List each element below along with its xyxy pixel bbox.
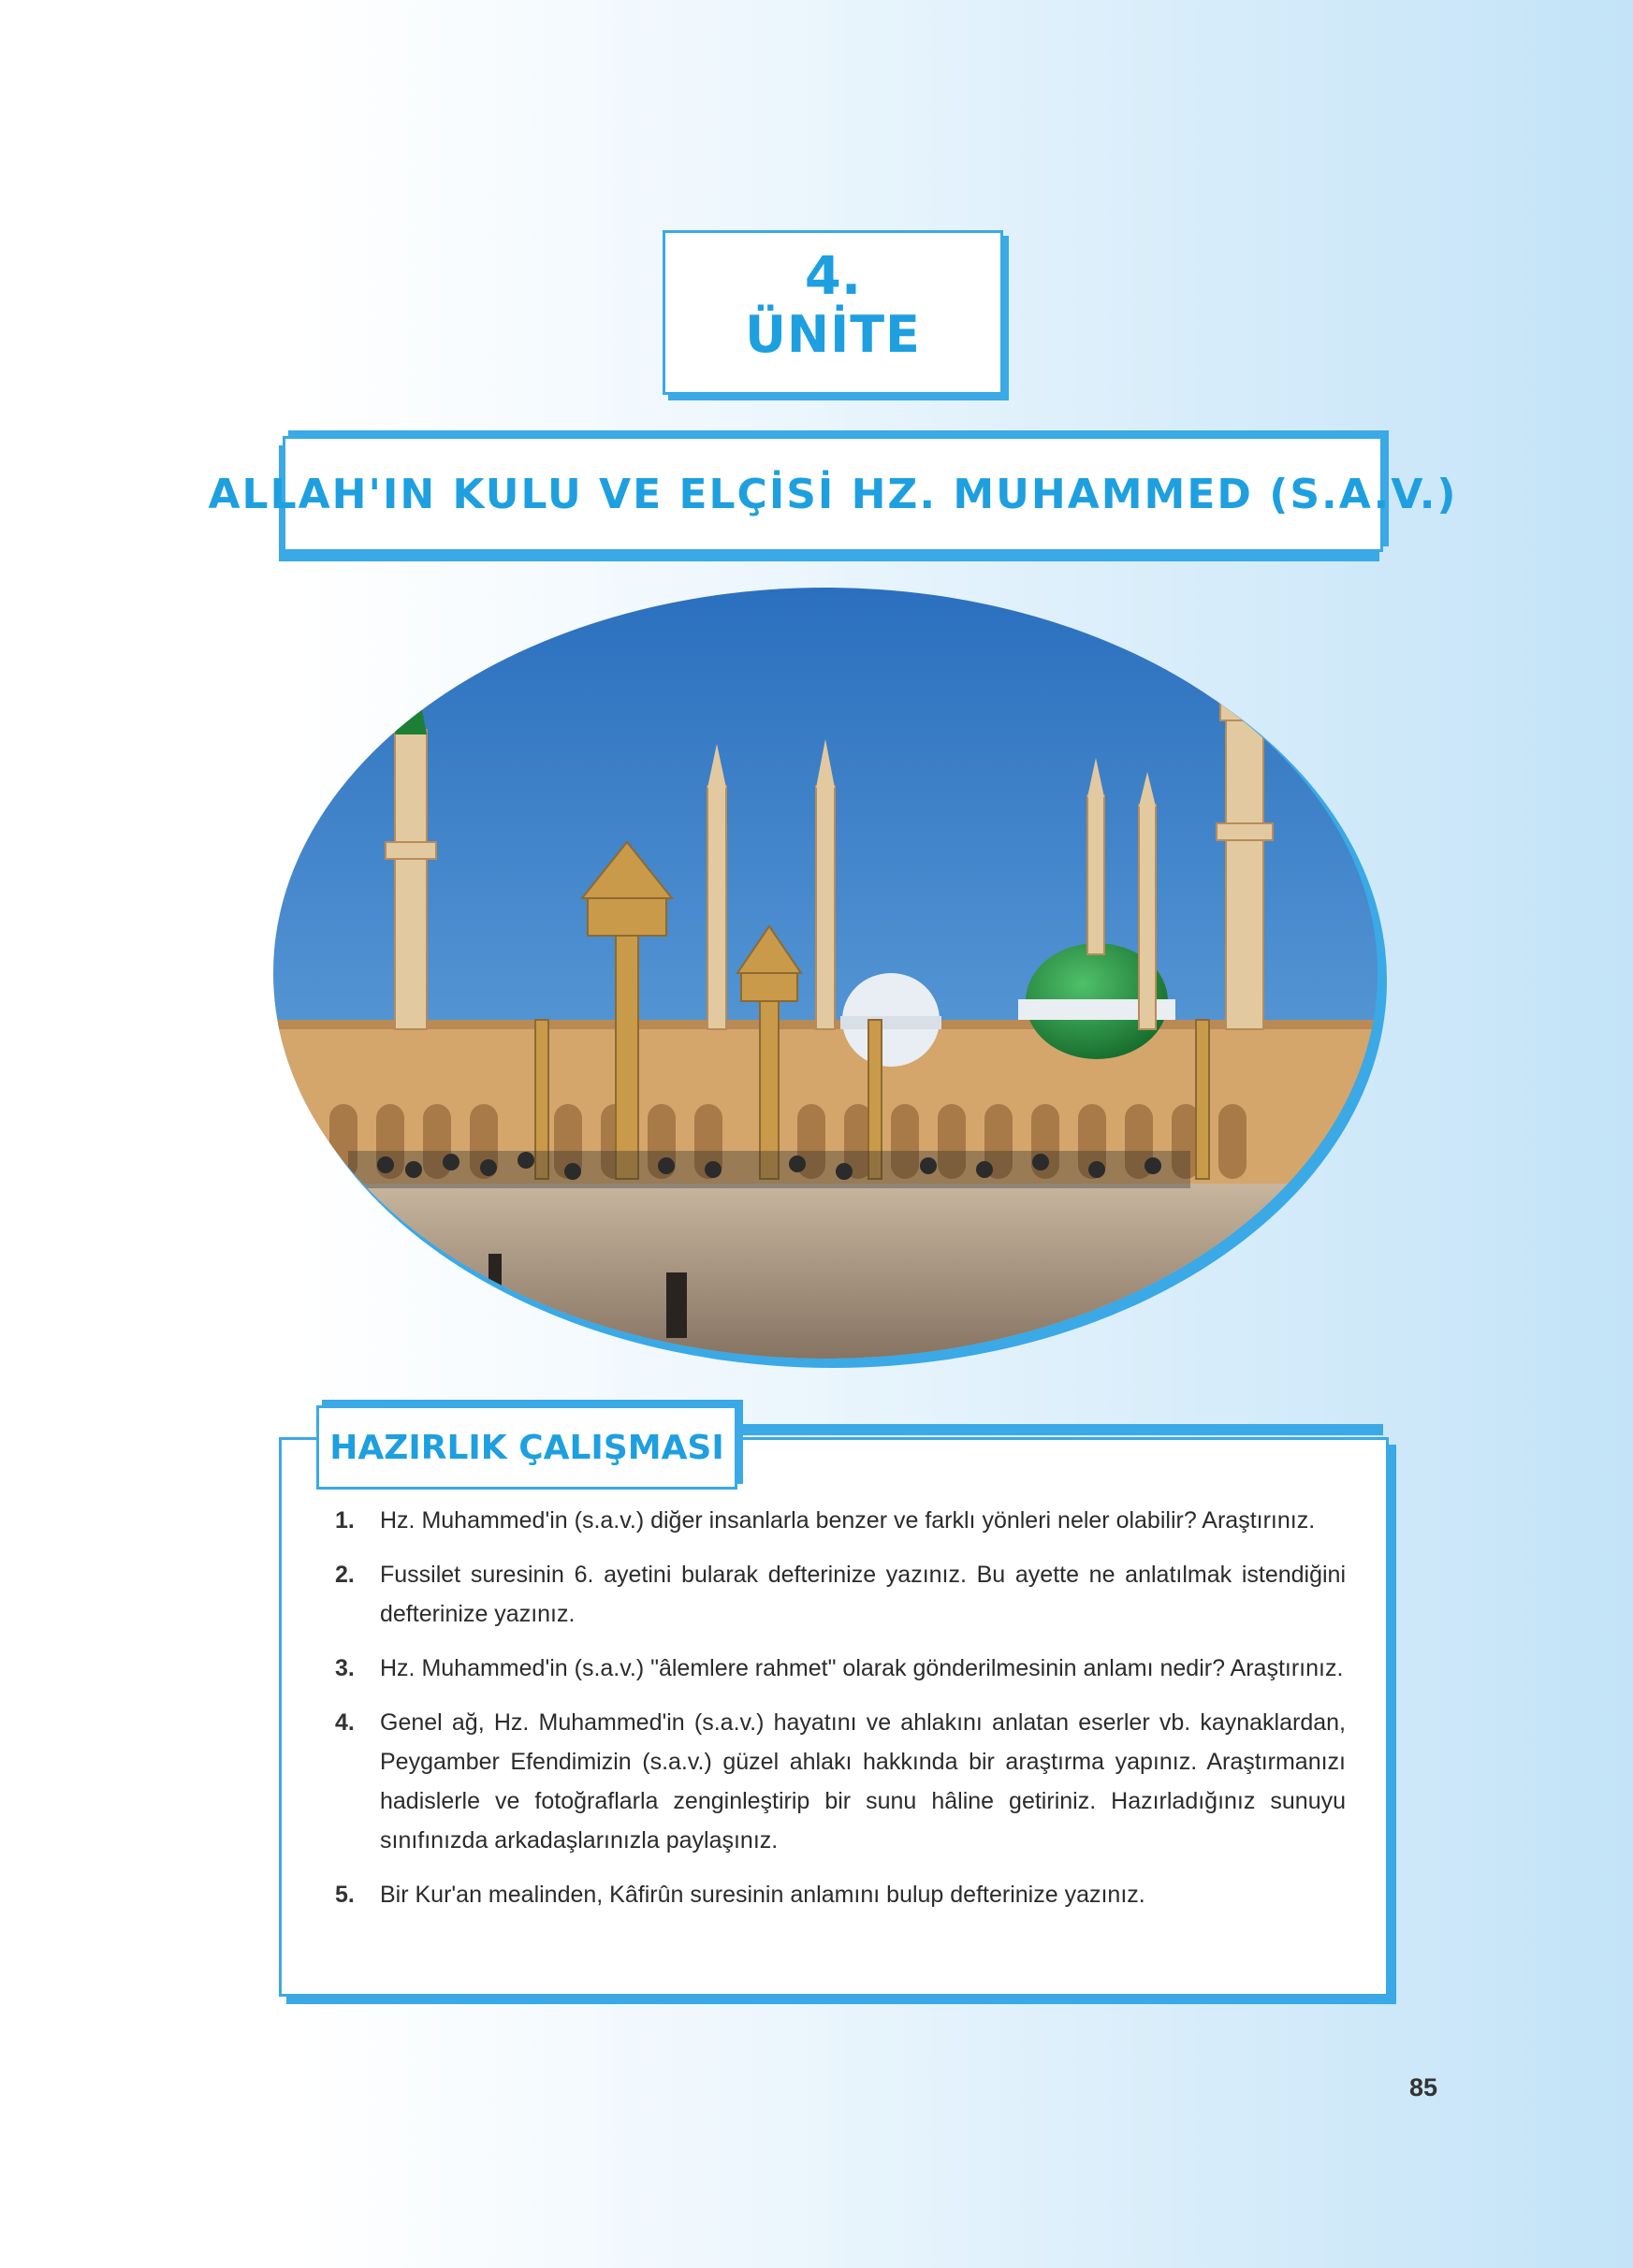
box-accent-bar	[721, 1424, 1383, 1435]
item-text: Hz. Muhammed'in (s.a.v.) "âlemlere rahmet" olarak gönderilmesinin anlamı nedir? Araştırınız.	[380, 1655, 1344, 1681]
item-number: 2.	[335, 1562, 355, 1588]
list-item	[335, 1703, 1346, 1860]
item-text: Genel ağ, Hz. Muhammed'in (s.a.v.) hayatını ve ahlakını anlatan eserler vb. kaynaklardan, Peygamber Efendimizin (s.a.v.) güzel ahlakı hakkında bir araştırma yapınız. Araştırmanızı hadislerle ve fotoğraflarla zenginleştirip bir sunu hâline getiriniz. Hazırladığınız sunuyu sınıfınızda arkadaşlarınızla paylaşınız.	[380, 1709, 1346, 1854]
unit-word: ÜNİTE	[745, 305, 921, 364]
list-item	[335, 1555, 1346, 1634]
unit-title-box	[208, 436, 1458, 552]
item-text: Bir Kur'an mealinden, Kâfirûn suresinin anlamını bulup defterinize yazınız.	[380, 1882, 1145, 1908]
item-number: 3.	[335, 1655, 355, 1681]
unit-number: 4.	[804, 246, 862, 307]
preparation-list	[335, 1501, 1346, 1929]
mosque-photo	[273, 580, 1387, 1385]
list-item	[335, 1501, 1346, 1540]
list-item	[335, 1649, 1346, 1688]
item-number: 4.	[335, 1709, 355, 1736]
item-text: Fussilet suresinin 6. ayetini bularak defterinize yazınız. Bu ayette ne anlatılmak istendiğini defterinize yazınız.	[380, 1562, 1346, 1627]
preparation-heading: HAZIRLIK ÇALIŞMASI	[329, 1428, 724, 1467]
item-number: 5.	[335, 1882, 355, 1908]
page-number: 85	[1408, 2073, 1437, 2101]
item-text: Hz. Muhammed'in (s.a.v.) diğer insanlarla benzer ve farklı yönleri neler olabilir? Araştırınız.	[380, 1507, 1316, 1534]
list-item	[335, 1875, 1346, 1914]
unit-title: ALLAH'IN KULU VE ELÇİSİ HZ. MUHAMMED (S.A.V.)	[208, 470, 1458, 518]
unit-label-box	[663, 230, 1003, 395]
preparation-heading-tab	[316, 1405, 737, 1490]
item-number: 1.	[335, 1507, 355, 1534]
